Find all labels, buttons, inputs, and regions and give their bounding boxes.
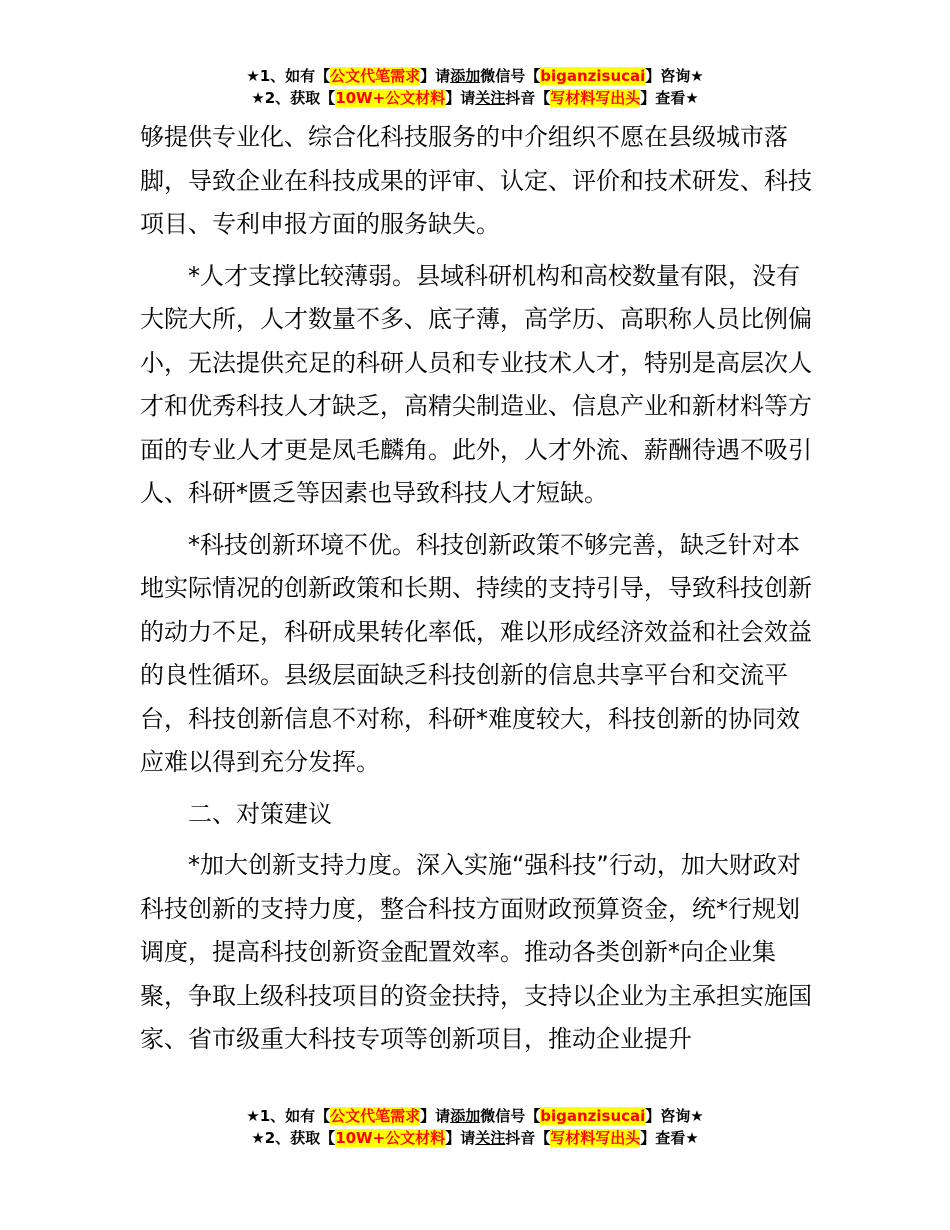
underlined-text: 关注 [475, 1129, 506, 1147]
underlined-text: 添加 [450, 1107, 481, 1125]
bracket-open: 【 [320, 89, 336, 107]
section-heading: 二、对策建议 [188, 799, 332, 828]
bracket-open: 【 [525, 67, 541, 85]
paragraph-support: *加大创新支持力度。深入实施“强科技”行动，加大财政对科技创新的支持力度，整合科技方面财政预算资金，统*行规划调度，提高科技创新资金配置效率。推动各类创新*向企业集聚，争取上级科技项目的资金扶持，支持以企业为主承担实施国家、省市级重大科技专项等创新项目，推动企业提升 [140, 851, 812, 1053]
banner-text: 微信号 [480, 67, 526, 85]
header-banner [0, 65, 950, 109]
paragraph-continuation: 够提供专业化、综合化科技服务的中介组织不愿在县级城市落脚，导致企业在科技成果的评审、认定、评价和技术研发、科技项目、专利申报方面的服务缺失。 [140, 123, 812, 238]
banner-text: 微信号 [480, 1107, 526, 1125]
underlined-text: 关注 [475, 89, 506, 107]
highlight-wechat-id: biganzisucai [540, 1107, 646, 1125]
banner-line-2 [0, 1127, 950, 1149]
bracket-open: 【 [320, 1129, 336, 1147]
highlight-materials: 10W+公文材料 [335, 89, 446, 107]
underlined-text: 添加 [450, 67, 481, 85]
banner-text: 】请 [445, 89, 476, 107]
paragraph-environment: *科技创新环境不优。科技创新政策不够完善，缺乏针对本地实际情况的创新政策和长期、持续的支持引导，导致科技创新的动力不足，科研成果转化率低，难以形成经济效益和社会效益的良性循环。县级层面缺乏科技创新的信息共享平台和交流平台，科技创新信息不对称，科研*难度较大，科技创新的协同效应难以得到充分发挥。 [140, 530, 812, 776]
highlight-service: 公文代笔需求 [330, 67, 421, 85]
banner-text: ★1、如有 [246, 1107, 316, 1125]
bracket-open: 【 [315, 1107, 331, 1125]
banner-text: 】请 [420, 1107, 451, 1125]
banner-line-1 [0, 65, 950, 87]
banner-text: 】请 [420, 67, 451, 85]
highlight-service: 公文代笔需求 [330, 1107, 421, 1125]
banner-text: 】咨询★ [645, 1107, 704, 1125]
banner-text: 】咨询★ [645, 67, 704, 85]
highlight-account: 写材料写出头 [550, 1129, 641, 1147]
bracket-open: 【 [535, 89, 551, 107]
banner-text: 】查看★ [640, 89, 699, 107]
banner-text: 抖音 [505, 1129, 536, 1147]
banner-text: ★2、获取 [251, 1129, 321, 1147]
banner-line-2 [0, 87, 950, 109]
highlight-account: 写材料写出头 [550, 89, 641, 107]
highlight-materials: 10W+公文材料 [335, 1129, 446, 1147]
footer-banner [0, 1105, 950, 1149]
banner-text: 】查看★ [640, 1129, 699, 1147]
bracket-open: 【 [525, 1107, 541, 1125]
banner-text: ★2、获取 [251, 89, 321, 107]
banner-text: ★1、如有 [246, 67, 316, 85]
paragraph-talent: *人才支撑比较薄弱。县域科研机构和高校数量有限，没有大院大所，人才数量不多、底子薄，高学历、高职称人员比例偏小，无法提供充足的科研人员和专业技术人才，特别是高层次人才和优秀科技人才缺乏，高精尖制造业、信息产业和新材料等方面的专业人才更是凤毛麟角。此外，人才外流、薪酬待遇不吸引人、科研*匮乏等因素也导致科技人才短缺。 [140, 261, 812, 507]
bracket-open: 【 [315, 67, 331, 85]
banner-text: 】请 [445, 1129, 476, 1147]
banner-line-1 [0, 1105, 950, 1127]
highlight-wechat-id: biganzisucai [540, 67, 646, 85]
bracket-open: 【 [535, 1129, 551, 1147]
document-body [140, 116, 812, 1062]
banner-text: 抖音 [505, 89, 536, 107]
